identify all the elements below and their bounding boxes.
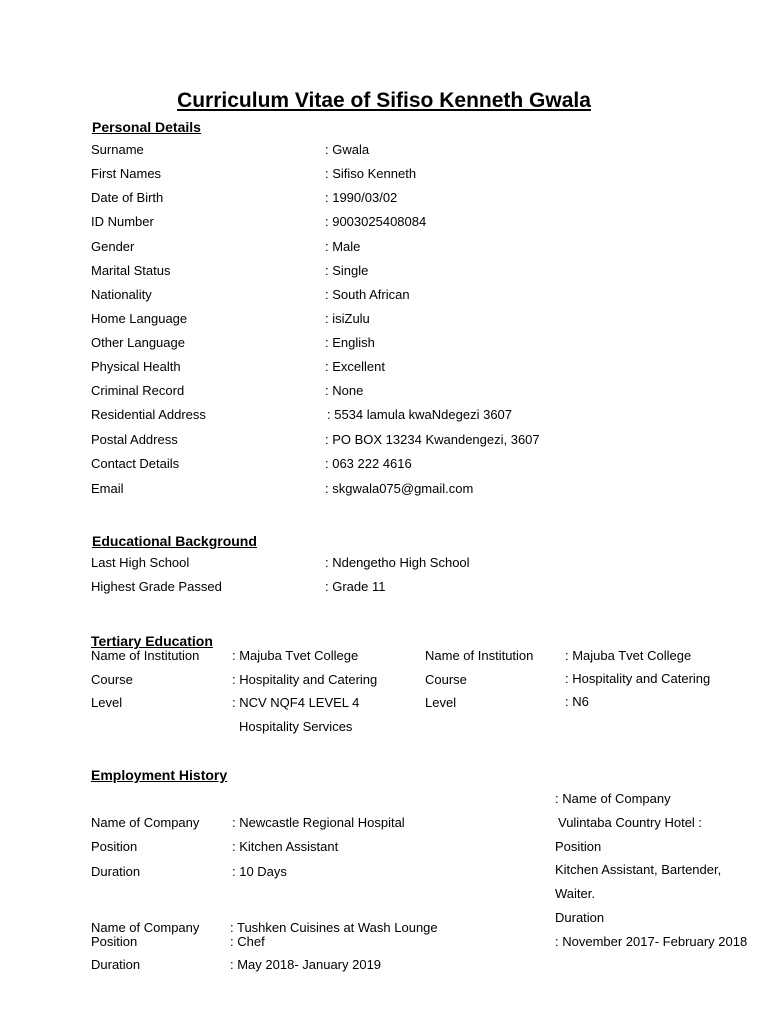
job2-label-duration: Duration — [91, 957, 141, 972]
personal-value-first-names: : Sifiso Kenneth — [325, 166, 417, 181]
personal-label-criminal-record: Criminal Record — [91, 383, 185, 398]
personal-label-marital: Marital Status — [91, 263, 171, 278]
personal-label-physical-health: Physical Health — [91, 359, 181, 374]
job2-label-position: Position — [91, 934, 138, 949]
tertiary-left-value-course: : Hospitality and Catering — [232, 672, 378, 687]
personal-label-other-language: Other Language — [91, 335, 185, 350]
personal-label-gender: Gender — [91, 239, 135, 254]
job3-line-position-value-cont: Waiter. — [555, 886, 595, 901]
job1-value-position: : Kitchen Assistant — [232, 839, 339, 854]
education-label-high-school: Last High School — [91, 555, 190, 570]
education-value-high-school: : Ndengetho High School — [325, 555, 470, 570]
personal-label-residential-address: Residential Address — [91, 407, 206, 422]
job2-value-company: : Tushken Cuisines at Wash Lounge — [230, 920, 438, 935]
tertiary-right-label-level: Level — [425, 695, 457, 710]
tertiary-right-label-institution: Name of Institution — [425, 648, 534, 663]
tertiary-left-label-level: Level — [91, 695, 123, 710]
personal-label-contact: Contact Details — [91, 456, 180, 471]
job1-label-duration: Duration — [91, 864, 141, 879]
job2-value-duration: : May 2018- January 2019 — [230, 957, 382, 972]
personal-value-surname: : Gwala — [325, 142, 370, 157]
job3-line-company-value: Vulintaba Country Hotel : — [558, 815, 703, 830]
job1-value-duration: : 10 Days — [232, 864, 287, 879]
personal-value-marital: : Single — [325, 263, 369, 278]
personal-value-nationality: : South African — [325, 287, 410, 302]
personal-value-residential-address: : 5534 lamula kwaNdegezi 3607 — [327, 407, 513, 422]
tertiary-left-value-level: : NCV NQF4 LEVEL 4 — [232, 695, 360, 710]
personal-label-surname: Surname — [91, 142, 144, 157]
job1-label-company: Name of Company — [91, 815, 200, 830]
job3-line-duration-label: Duration — [555, 910, 605, 925]
personal-label-dob: Date of Birth — [91, 190, 164, 205]
personal-value-physical-health: : Excellent — [325, 359, 385, 374]
job3-line-duration-value: : November 2017- February 2018 — [555, 934, 748, 949]
tertiary-left-value-institution: : Majuba Tvet College — [232, 648, 359, 663]
personal-value-home-language: : isiZulu — [325, 311, 370, 326]
personal-value-criminal-record: : None — [325, 383, 364, 398]
tertiary-heading: Tertiary Education — [91, 633, 213, 649]
education-label-grade: Highest Grade Passed — [91, 579, 222, 594]
education-heading: Educational Background — [92, 533, 257, 549]
personal-label-email: Email — [91, 481, 124, 496]
education-value-grade: : Grade 11 — [325, 579, 386, 594]
job2-value-position: : Chef — [230, 934, 265, 949]
personal-label-first-names: First Names — [91, 166, 162, 181]
personal-label-home-language: Home Language — [91, 311, 188, 326]
tertiary-right-value-institution: : Majuba Tvet College — [565, 648, 692, 663]
job2-label-company: Name of Company — [91, 920, 200, 935]
job1-value-company: : Newcastle Regional Hospital — [232, 815, 405, 830]
personal-value-id: : 9003025408084 — [325, 214, 427, 229]
personal-value-other-language: : English — [325, 335, 375, 350]
tertiary-left-label-course: Course — [91, 672, 133, 687]
tertiary-left-level-extra: Hospitality Services — [239, 719, 353, 734]
tertiary-left-label-institution: Name of Institution — [91, 648, 200, 663]
job3-line-position-label: Position — [555, 839, 602, 854]
personal-value-gender: : Male — [325, 239, 361, 254]
employment-heading: Employment History — [91, 767, 228, 783]
personal-value-email: : skgwala075@gmail.com — [325, 481, 474, 496]
job1-label-position: Position — [91, 839, 138, 854]
tertiary-right-value-course: : Hospitality and Catering — [565, 671, 711, 686]
document-title: Curriculum Vitae of Sifiso Kenneth Gwala — [177, 89, 591, 112]
job3-line-position-value: Kitchen Assistant, Bartender, — [555, 862, 722, 877]
personal-value-postal-address: : PO BOX 13234 Kwandengezi, 3607 — [325, 432, 540, 447]
personal-label-nationality: Nationality — [91, 287, 152, 302]
personal-label-postal-address: Postal Address — [91, 432, 178, 447]
personal-value-dob: : 1990/03/02 — [325, 190, 398, 205]
job3-line-company-label: : Name of Company — [555, 791, 671, 806]
personal-details-heading: Personal Details — [92, 119, 201, 135]
tertiary-right-value-level: : N6 — [565, 694, 589, 709]
tertiary-right-label-course: Course — [425, 672, 467, 687]
personal-value-contact: : 063 222 4616 — [325, 456, 412, 471]
personal-label-id: ID Number — [91, 214, 154, 229]
